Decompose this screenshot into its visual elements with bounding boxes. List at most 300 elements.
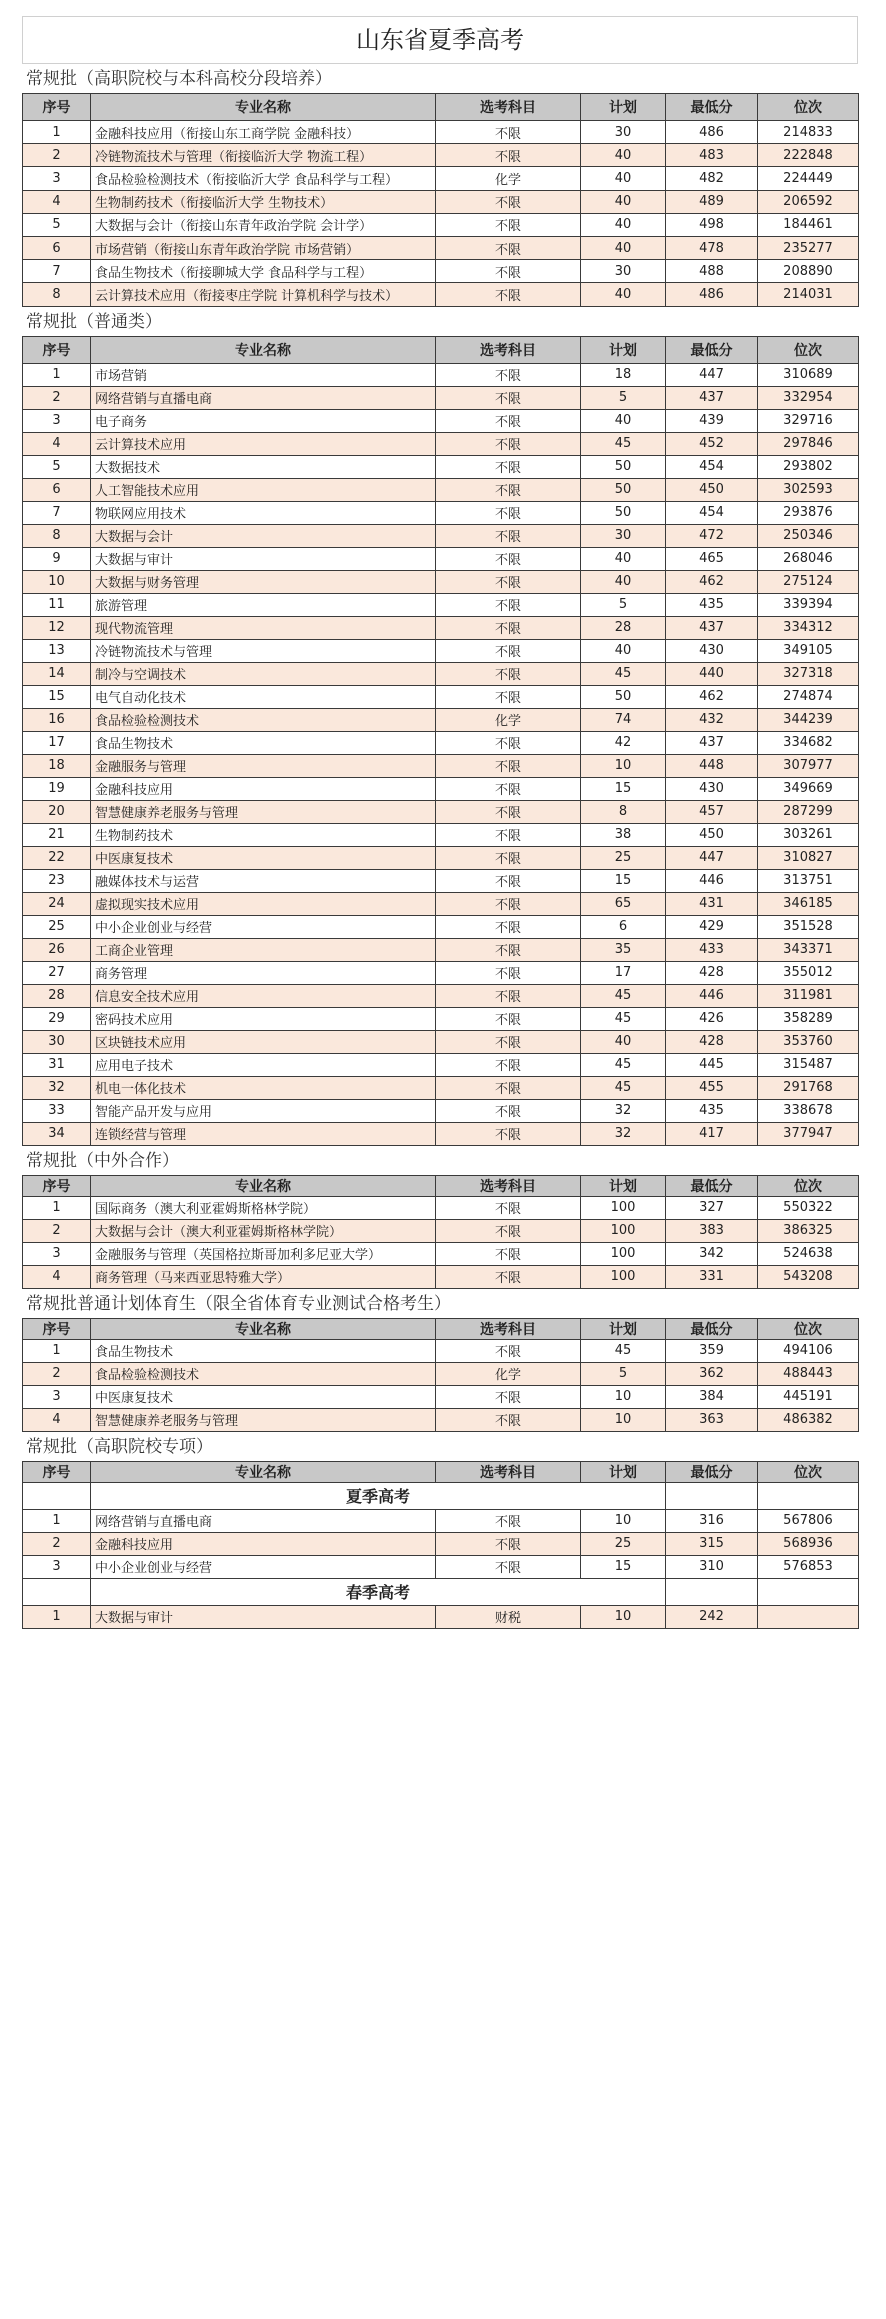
plan-count: 8 [581,800,666,823]
table-row [23,1219,859,1242]
header-min-score: 最低分 [666,94,758,121]
table-row [23,1099,859,1122]
rank: 293802 [758,455,859,478]
min-score: 429 [666,915,758,938]
subject-requirement: 不限 [436,1532,581,1555]
table-row [23,708,859,731]
major-name: 金融服务与管理 [91,754,436,777]
major-name: 中小企业创业与经营 [91,1555,436,1578]
major-name: 金融科技应用 [91,777,436,800]
header-index: 序号 [23,336,91,363]
header-rank: 位次 [758,1461,859,1482]
rank: 311981 [758,984,859,1007]
row-index: 4 [23,1265,91,1288]
table-row [23,777,859,800]
subject-requirement: 不限 [436,570,581,593]
min-score: 342 [666,1242,758,1265]
subheading-label: 夏季高考 [91,1482,666,1509]
header-plan: 计划 [581,1175,666,1196]
min-score: 482 [666,167,758,190]
major-name: 融媒体技术与运营 [91,869,436,892]
subject-requirement: 不限 [436,386,581,409]
min-score: 462 [666,685,758,708]
rank: 293876 [758,501,859,524]
header-name: 专业名称 [91,94,436,121]
row-index: 32 [23,1076,91,1099]
rank: 310689 [758,363,859,386]
table-row [23,892,859,915]
table-row [23,524,859,547]
header-index: 序号 [23,1461,91,1482]
table-row [23,409,859,432]
table-row [23,1555,859,1578]
plan-count: 40 [581,144,666,167]
major-name: 网络营销与直播电商 [91,386,436,409]
header-rank: 位次 [758,1175,859,1196]
subject-requirement: 不限 [436,1030,581,1053]
subject-requirement: 不限 [436,547,581,570]
plan-count: 45 [581,1339,666,1362]
row-index: 25 [23,915,91,938]
min-score: 437 [666,616,758,639]
row-index: 3 [23,1385,91,1408]
plan-count: 15 [581,869,666,892]
table-row [23,1362,859,1385]
subject-requirement: 不限 [436,1242,581,1265]
min-score: 489 [666,190,758,213]
row-index: 2 [23,1219,91,1242]
row-index: 6 [23,478,91,501]
min-score: 445 [666,1053,758,1076]
major-name: 智慧健康养老服务与管理 [91,800,436,823]
min-score: 435 [666,593,758,616]
plan-count: 45 [581,662,666,685]
subject-requirement: 不限 [436,593,581,616]
major-name: 大数据与会计（衔接山东青年政治学院 会计学） [91,213,436,236]
major-name: 国际商务（澳大利亚霍姆斯格林学院） [91,1196,436,1219]
major-name: 商务管理 [91,961,436,984]
major-name: 食品检验检测技术（衔接临沂大学 食品科学与工程） [91,167,436,190]
rank: 184461 [758,213,859,236]
major-name: 现代物流管理 [91,616,436,639]
major-name: 冷链物流技术与管理（衔接临沂大学 物流工程） [91,144,436,167]
major-name: 商务管理（马来西亚思特雅大学） [91,1265,436,1288]
major-name: 大数据与会计（澳大利亚霍姆斯格林学院） [91,1219,436,1242]
table-row [23,386,859,409]
plan-count: 10 [581,754,666,777]
rank: 268046 [758,547,859,570]
min-score: 450 [666,823,758,846]
subheading-row [23,1482,859,1509]
row-index: 20 [23,800,91,823]
subject-requirement: 不限 [436,1122,581,1145]
min-score: 437 [666,731,758,754]
plan-count: 42 [581,731,666,754]
table-row [23,1532,859,1555]
subject-requirement: 不限 [436,455,581,478]
major-name: 生物制药技术 [91,823,436,846]
rank: 214833 [758,121,859,144]
plan-count: 32 [581,1099,666,1122]
row-index: 2 [23,386,91,409]
table-row [23,121,859,144]
min-score: 455 [666,1076,758,1099]
major-name: 金融服务与管理（英国格拉斯哥加利多尼亚大学） [91,1242,436,1265]
major-name: 冷链物流技术与管理 [91,639,436,662]
section-heading: 常规批普通计划体育生（限全省体育专业测试合格考生） [26,1293,451,1314]
table-row [23,1242,859,1265]
row-index: 11 [23,593,91,616]
rank: 358289 [758,1007,859,1030]
major-name: 旅游管理 [91,593,436,616]
rank: 313751 [758,869,859,892]
row-index: 3 [23,167,91,190]
subject-requirement: 不限 [436,1053,581,1076]
plan-count: 40 [581,547,666,570]
table-row [23,144,859,167]
header-row [23,1175,859,1196]
plan-count: 40 [581,213,666,236]
min-score: 384 [666,1385,758,1408]
header-plan: 计划 [581,336,666,363]
min-score: 331 [666,1265,758,1288]
min-score: 486 [666,283,758,306]
rank: 275124 [758,570,859,593]
table-row [23,455,859,478]
row-index: 1 [23,1339,91,1362]
min-score: 428 [666,961,758,984]
row-index: 1 [23,1196,91,1219]
table-row [23,570,859,593]
min-score: 498 [666,213,758,236]
rank: 307977 [758,754,859,777]
row-index: 4 [23,432,91,455]
major-name: 食品生物技术 [91,1339,436,1362]
subject-requirement: 不限 [436,1408,581,1431]
subject-requirement: 不限 [436,409,581,432]
data-table [22,1175,859,1289]
plan-count: 5 [581,1362,666,1385]
plan-count: 40 [581,409,666,432]
row-index: 8 [23,283,91,306]
header-plan: 计划 [581,1318,666,1339]
min-score: 430 [666,639,758,662]
min-score: 433 [666,938,758,961]
header-row [23,336,859,363]
header-plan: 计划 [581,1461,666,1482]
table-row [23,213,859,236]
subject-requirement: 不限 [436,1219,581,1242]
major-name: 云计算技术应用（衔接枣庄学院 计算机科学与技术） [91,283,436,306]
rank: 349105 [758,639,859,662]
table-row [23,236,859,259]
major-name: 大数据与审计 [91,1605,436,1628]
header-index: 序号 [23,1318,91,1339]
major-name: 物联网应用技术 [91,501,436,524]
plan-count: 50 [581,685,666,708]
plan-count: 45 [581,432,666,455]
rank: 445191 [758,1385,859,1408]
rank: 222848 [758,144,859,167]
row-index: 5 [23,213,91,236]
table-row [23,938,859,961]
min-score: 417 [666,1122,758,1145]
major-name: 应用电子技术 [91,1053,436,1076]
row-index: 1 [23,1605,91,1628]
rank: 208890 [758,260,859,283]
page-title: 山东省夏季高考 [22,16,858,64]
plan-count: 10 [581,1408,666,1431]
min-score: 488 [666,260,758,283]
min-score: 327 [666,1196,758,1219]
rank: 214031 [758,283,859,306]
table-row [23,984,859,1007]
table-row [23,432,859,455]
row-index: 8 [23,524,91,547]
rank: 343371 [758,938,859,961]
row-index: 27 [23,961,91,984]
major-name: 生物制药技术（衔接临沂大学 生物技术） [91,190,436,213]
subject-requirement: 化学 [436,167,581,190]
subject-requirement: 不限 [436,1076,581,1099]
sections-container [22,64,886,1629]
rank: 349669 [758,777,859,800]
row-index: 29 [23,1007,91,1030]
major-name: 电子商务 [91,409,436,432]
table-row [23,869,859,892]
rank: 550322 [758,1196,859,1219]
plan-count: 45 [581,1053,666,1076]
table-row [23,1605,859,1628]
major-name: 区块链技术应用 [91,1030,436,1053]
rank [758,1605,859,1628]
major-name: 市场营销 [91,363,436,386]
major-name: 中医康复技术 [91,1385,436,1408]
table-row [23,800,859,823]
min-score: 359 [666,1339,758,1362]
major-name: 食品检验检测技术 [91,1362,436,1385]
section-heading: 常规批（高职院校专项） [26,1436,213,1457]
major-name: 信息安全技术应用 [91,984,436,1007]
major-name: 食品生物技术（衔接聊城大学 食品科学与工程） [91,260,436,283]
major-name: 大数据与审计 [91,547,436,570]
row-index: 18 [23,754,91,777]
plan-count: 15 [581,777,666,800]
table-row [23,731,859,754]
row-index: 6 [23,236,91,259]
min-score: 465 [666,547,758,570]
rank: 235277 [758,236,859,259]
row-index: 3 [23,409,91,432]
rank: 303261 [758,823,859,846]
row-index: 7 [23,501,91,524]
subject-requirement: 不限 [436,938,581,961]
subject-requirement: 不限 [436,662,581,685]
table-row [23,167,859,190]
row-index: 30 [23,1030,91,1053]
major-name: 食品生物技术 [91,731,436,754]
row-index: 2 [23,1362,91,1385]
rank: 339394 [758,593,859,616]
min-score: 462 [666,570,758,593]
row-index: 26 [23,938,91,961]
plan-count: 30 [581,260,666,283]
major-name: 中小企业创业与经营 [91,915,436,938]
major-name: 云计算技术应用 [91,432,436,455]
rank: 287299 [758,800,859,823]
table-row [23,190,859,213]
min-score: 447 [666,846,758,869]
min-score: 454 [666,501,758,524]
rank: 488443 [758,1362,859,1385]
rank: 302593 [758,478,859,501]
subject-requirement: 不限 [436,236,581,259]
major-name: 人工智能技术应用 [91,478,436,501]
plan-count: 40 [581,190,666,213]
header-name: 专业名称 [91,336,436,363]
plan-count: 100 [581,1242,666,1265]
plan-count: 25 [581,1532,666,1555]
subject-requirement: 不限 [436,190,581,213]
rank: 291768 [758,1076,859,1099]
plan-count: 6 [581,915,666,938]
subject-requirement: 不限 [436,363,581,386]
subject-requirement: 不限 [436,731,581,754]
rank: 329716 [758,409,859,432]
plan-count: 5 [581,593,666,616]
table-row [23,1339,859,1362]
table-row [23,846,859,869]
min-score: 454 [666,455,758,478]
plan-count: 15 [581,1555,666,1578]
subheading-row [23,1578,859,1605]
rank: 543208 [758,1265,859,1288]
min-score: 452 [666,432,758,455]
min-score: 430 [666,777,758,800]
row-index: 14 [23,662,91,685]
plan-count: 25 [581,846,666,869]
table-row [23,685,859,708]
rank: 568936 [758,1532,859,1555]
min-score: 472 [666,524,758,547]
major-name: 大数据与会计 [91,524,436,547]
table-row [23,1265,859,1288]
subject-requirement: 不限 [436,260,581,283]
section-heading: 常规批（中外合作） [26,1150,179,1171]
plan-count: 28 [581,616,666,639]
subject-requirement: 不限 [436,283,581,306]
table-row [23,501,859,524]
major-name: 中医康复技术 [91,846,436,869]
plan-count: 45 [581,1007,666,1030]
min-score: 435 [666,1099,758,1122]
plan-count: 40 [581,639,666,662]
plan-count: 45 [581,984,666,1007]
subject-requirement: 不限 [436,639,581,662]
min-score: 486 [666,121,758,144]
table-row [23,616,859,639]
min-score: 432 [666,708,758,731]
table-row [23,1007,859,1030]
row-index: 22 [23,846,91,869]
subject-requirement: 不限 [436,846,581,869]
row-index: 16 [23,708,91,731]
subject-requirement: 不限 [436,892,581,915]
row-index: 5 [23,455,91,478]
row-index: 24 [23,892,91,915]
min-score: 483 [666,144,758,167]
section-heading: 常规批（高职院校与本科高校分段培养） [26,69,332,89]
major-name: 智慧健康养老服务与管理 [91,1408,436,1431]
table-row [23,1030,859,1053]
plan-count: 50 [581,455,666,478]
min-score: 439 [666,409,758,432]
rank: 567806 [758,1509,859,1532]
rank: 494106 [758,1339,859,1362]
plan-count: 100 [581,1265,666,1288]
plan-count: 45 [581,1076,666,1099]
plan-count: 40 [581,283,666,306]
table-row [23,1385,859,1408]
min-score: 440 [666,662,758,685]
rank: 346185 [758,892,859,915]
min-score: 310 [666,1555,758,1578]
header-row [23,1318,859,1339]
min-score: 362 [666,1362,758,1385]
min-score: 447 [666,363,758,386]
major-name: 市场营销（衔接山东青年政治学院 市场营销） [91,236,436,259]
plan-count: 50 [581,501,666,524]
row-index: 12 [23,616,91,639]
min-score: 437 [666,386,758,409]
subject-requirement: 不限 [436,1196,581,1219]
min-score: 316 [666,1509,758,1532]
subject-requirement: 不限 [436,432,581,455]
subject-requirement: 不限 [436,984,581,1007]
plan-count: 40 [581,570,666,593]
rank: 310827 [758,846,859,869]
major-name: 连锁经营与管理 [91,1122,436,1145]
header-subject: 选考科目 [436,1175,581,1196]
subject-requirement: 不限 [436,777,581,800]
row-index: 23 [23,869,91,892]
rank: 353760 [758,1030,859,1053]
major-name: 密码技术应用 [91,1007,436,1030]
table-row [23,260,859,283]
subheading-label: 春季高考 [91,1578,666,1605]
row-index: 2 [23,144,91,167]
min-score: 478 [666,236,758,259]
row-index: 17 [23,731,91,754]
data-table [22,93,859,307]
subject-requirement: 不限 [436,478,581,501]
subject-requirement: 财税 [436,1605,581,1628]
subject-requirement: 不限 [436,1509,581,1532]
header-min-score: 最低分 [666,1318,758,1339]
header-plan: 计划 [581,94,666,121]
table-row [23,823,859,846]
major-name: 电气自动化技术 [91,685,436,708]
rank: 524638 [758,1242,859,1265]
plan-count: 30 [581,121,666,144]
table-row [23,961,859,984]
rank: 576853 [758,1555,859,1578]
row-index: 1 [23,363,91,386]
row-index: 10 [23,570,91,593]
header-index: 序号 [23,94,91,121]
min-score: 428 [666,1030,758,1053]
row-index: 3 [23,1242,91,1265]
